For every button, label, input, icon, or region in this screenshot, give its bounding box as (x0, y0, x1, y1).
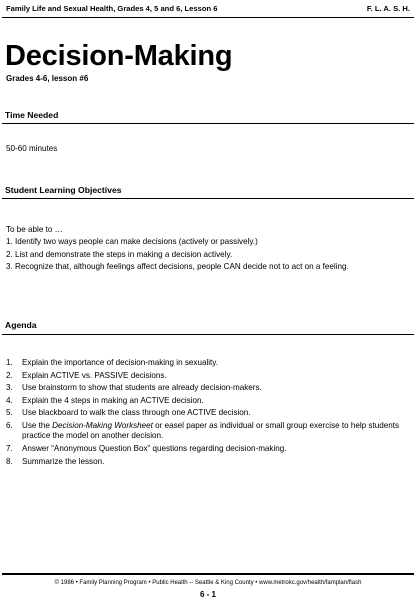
agenda-item (6, 457, 412, 467)
lesson-subtitle: Grades 4-6, lesson #6 (6, 74, 89, 83)
agenda-number: 8. (6, 456, 13, 466)
objective-text: Recognize that, although feelings affect decisions, people CAN decide not to act on a feeling. (15, 262, 349, 272)
objectives-intro: To be able to … (6, 225, 63, 234)
time-needed-heading: Time Needed (5, 110, 59, 120)
page-number: 6 - 1 (199, 590, 216, 599)
objective-text: Identify two ways people can make decisions (actively or passively.) (15, 237, 258, 246)
agenda-item (6, 371, 412, 381)
agenda-number: 1. (6, 358, 13, 367)
objective-text: List and demonstrate the steps in making a decision actively. (15, 249, 233, 259)
agenda-item (6, 396, 412, 406)
header-course-title: Family Life and Sexual Health, Grades 4, 5 and 6, Lesson 6 (6, 4, 218, 13)
page-title: Decision-Making (5, 40, 233, 72)
agenda-text-pre: Use the (22, 420, 53, 430)
running-header (6, 4, 410, 16)
footer-rule (2, 573, 414, 575)
header-rule (2, 17, 414, 18)
objective-number: 3. (6, 262, 13, 272)
agenda-item (6, 421, 412, 442)
agenda-text: Explain the importance of decision-making in sexuality. (22, 358, 218, 367)
agenda-text: Explain the 4 steps in making an ACTIVE decision. (22, 395, 204, 405)
agenda-number: 3. (6, 383, 13, 393)
agenda-text (22, 421, 412, 442)
agenda-item (6, 408, 412, 418)
header-flash-label: F. L. A. S. H. (366, 4, 410, 13)
agenda-item (6, 358, 412, 368)
agenda-item (6, 444, 412, 454)
agenda-number: 6. (6, 420, 13, 430)
agenda-number: 2. (6, 370, 13, 380)
objective-item (6, 250, 408, 260)
agenda-text: Explain ACTIVE vs. PASSIVE decisions. (22, 370, 167, 380)
objective-number: 1. (6, 237, 13, 246)
agenda-text: Answer “Anonymous Question Box” questions regarding decision-making. (22, 443, 287, 453)
footer-copyright: © 1986 • Family Planning Program • Public Health -- Seattle & King County • www.metrokc.gov/health/famplan/flash (54, 580, 362, 586)
agenda-item (6, 383, 412, 393)
agenda-text-post: or easel paper as individual or small group exercise to help students practice the model on another decision. (22, 420, 400, 441)
agenda-number: 5. (6, 408, 13, 418)
agenda-text: Summarize the lesson. (22, 456, 105, 466)
objectives-heading: Student Learning Objectives (5, 185, 122, 195)
agenda-rule (2, 334, 414, 335)
agenda-text: Use blackboard to walk the class through one ACTIVE decision. (22, 408, 251, 418)
agenda-heading: Agenda (5, 320, 37, 330)
time-needed-value: 50-60 minutes (6, 144, 58, 153)
agenda-number: 7. (6, 443, 13, 453)
objectives-rule (2, 198, 414, 199)
objective-item (6, 262, 408, 272)
agenda-text: Use brainstorm to show that students are already decision-makers. (22, 383, 262, 393)
time-needed-rule (2, 123, 414, 124)
worksheet-title: Decision-Making Worksheet (52, 420, 153, 430)
agenda-number: 4. (6, 395, 13, 405)
objectives-list (6, 237, 408, 275)
objective-number: 2. (6, 249, 13, 259)
agenda-list (6, 358, 412, 469)
objective-item (6, 237, 408, 247)
